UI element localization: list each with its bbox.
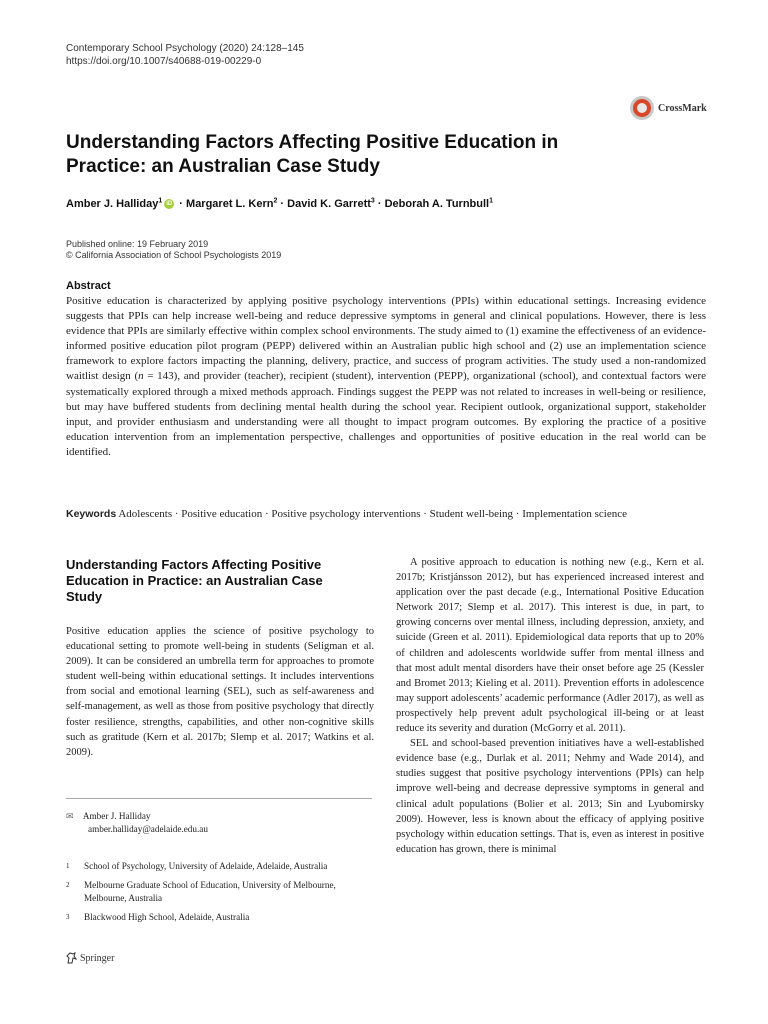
orcid-icon[interactable]: iD — [166, 201, 173, 208]
body-paragraph: A positive approach to education is nothing new (e.g., Kern et al. 2017b; Kristjánsson 2012), but has experienced increased interest and application over the past decade (e.g., International Positive Education Network 2017; Slemp et al. 2017). This interest is due, in part, to growing concerns over mental illness, including depression, anxiety, and suicide (Green et al. 2011). Epidemiological data reports that up to 20% of children and adolescents worldwide suffer from mental illness and that most adult mental disorders have their onset before age 25 (Kessler and Bromet 2013; Kieling et al. 2011). Prevention efforts in adolescence may support adolescents’ academic performance (Adler 2017), as well as prospectively help prevent adult psychological ill-being or at least reduce its severity and duration (McGorry et al. 2011). — [396, 557, 704, 735]
author-separator: · — [377, 198, 382, 210]
doi-link[interactable]: https://doi.org/10.1007/s40688-019-00229-0 — [66, 56, 262, 67]
affiliation-number: 1 — [66, 862, 70, 870]
abstract-text — [66, 294, 706, 460]
correspondence-email[interactable]: amber.halliday@adelaide.edu.au — [88, 824, 208, 834]
abstract-text-part: = 143), and provider (teacher), recipient (student), intervention (PEPP), organizational (school), and contextual factors were systematically explored through a mixed methods approach. Findings suggest the PEPP was not related to increases in well-being or resilience, but may have buffered students from declining mental health during the school year. Recipient outlook, organizational support, stakeholder input, and provider enthusiasm and understanding were all thought to impact program outcomes. By exploring the practice of a positive education intervention from an implementation perspective, challenges and opportunities of positive education in the real world can be identified. — [66, 370, 706, 458]
affiliation-text: Melbourne Graduate School of Education, University of Melbourne, Melbourne, Australia — [84, 880, 336, 903]
author-name[interactable]: Amber J. Halliday — [66, 198, 159, 210]
publisher-name: Springer — [80, 952, 115, 964]
journal-header — [66, 42, 304, 68]
footnote-divider — [66, 798, 372, 799]
body-paragraph: SEL and school-based prevention initiatives have a well-established evidence base (e.g., Durlak et al. 2011; Nehmy and Wade 2014), and studies suggest that positive psychology interventions (PPIs) can help improve well-being and decrease depressive symptoms in general and clinical adult populations (Bolier et al. 2013; Sin and Lyubomirsky 2009). However, less is known about the efficacy of applying positive psychology within education settings. That is, even as interest in positive education has grown, there is minimal — [396, 738, 704, 855]
body-column-right — [396, 555, 704, 857]
author-affiliation-marker: 1 — [489, 197, 494, 205]
author-name[interactable]: David K. Garrett — [287, 198, 371, 210]
author-affiliation-marker: 1 — [158, 197, 163, 205]
author-name[interactable]: Deborah A. Turnbull — [384, 198, 490, 210]
publication-info — [66, 239, 281, 261]
crossmark-badge[interactable] — [630, 94, 710, 122]
affiliation-text: Blackwood High School, Adelaide, Australia — [84, 912, 250, 922]
author-affiliation-marker: 2 — [273, 197, 278, 205]
author-name[interactable]: Margaret L. Kern — [186, 198, 274, 210]
abstract-heading: Abstract — [66, 280, 111, 292]
author-list — [66, 196, 706, 212]
springer-horse-icon — [66, 952, 77, 964]
correspondence-name: Amber J. Halliday — [82, 811, 151, 821]
keywords-list: Adolescents · Positive education · Positive psychology interventions · Student well-being · Implementation science — [118, 508, 627, 520]
author-separator: · — [280, 198, 285, 210]
publisher-footer — [66, 952, 114, 964]
correspondence — [66, 810, 366, 836]
affiliation-text: School of Psychology, University of Adelaide, Adelaide, Australia — [84, 861, 328, 871]
keywords-label: Keywords — [66, 508, 117, 520]
copyright-line: © California Association of School Psychologists 2019 — [66, 250, 282, 260]
author-separator: · — [179, 198, 183, 210]
journal-citation: Contemporary School Psychology (2020) 24:128–145 — [66, 43, 304, 54]
envelope-icon: ✉ — [66, 811, 74, 821]
paper-title: Understanding Factors Affecting Positive Education in Practice: an Australian Case Study — [66, 132, 559, 177]
body-paragraph: Positive education applies the science of positive psychology to educational setting to promote well-being in students (Seligman et al. 2009). It can be considered an umbrella term for approaches to promote student well-being within educational settings. It includes interventions from social and emotional learning (SEL), such as self-awareness and self-management, as well as those from positive psychology that directly foster resilience, strengths, capabilities, and other non-cognitive skills such as gratitude (Kern et al. 2017b; Slemp et al. 2017; Watkins et al. 2009). — [66, 626, 374, 758]
sample-size-symbol: n — [138, 370, 144, 383]
published-date: Published online: 19 February 2019 — [66, 239, 209, 249]
affiliation-number: 2 — [66, 881, 70, 889]
keywords — [66, 507, 706, 521]
section-heading: Understanding Factors Affecting Positive Education in Practice: an Australian Case Study — [66, 557, 323, 604]
affiliation-number: 3 — [66, 913, 70, 921]
author-affiliation-marker: 3 — [370, 197, 375, 205]
crossmark-icon — [630, 96, 654, 120]
crossmark-label: CrossMark — [658, 102, 707, 114]
abstract-text-part: Positive education is characterized by applying positive psychology interventions (PPIs) within educational settings. Increasing evidence suggests that PPIs can help increase well-being and reduce depressive symptoms in general and clinical populations. However, there is less evidence that PPIs are similarly effective within complex school environments. The study aimed to (1) examine the effectiveness of an evidence-informed positive education pilot program (PEPP) delivered within an Australian public high school and (2) use an implementation science framework to explore factors impacting the planning, delivery, practice, and success of program activities. The study used a non-randomized waitlist design ( — [66, 295, 706, 383]
